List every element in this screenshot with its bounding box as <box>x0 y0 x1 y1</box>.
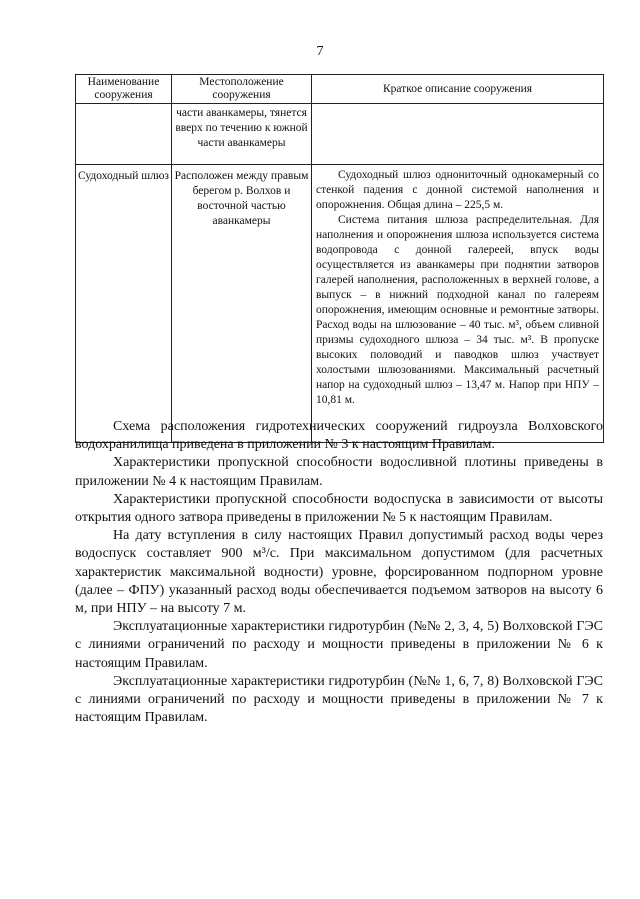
header-structure-location: Местоположение сооружения <box>172 75 312 104</box>
cell-location-lock: Расположен между правым берегом р. Волхов и восточной частью аванкамеры <box>172 165 312 443</box>
header-structure-description: Краткое описание сооружения <box>312 75 604 104</box>
page-number: 7 <box>316 44 324 59</box>
lock-description-paragraph: Система питания шлюза распределительная. Для наполнения и опорожнения шлюза используется система водопровода с донной галереей, впуск воды осуществляется из аванкамеры при поднятии затворов галерей наполнения, расположенных в верхней голове, а выпуск – в нижний подходной канал по галереям опорожнения, имеющим основные и ремонтные затворы. Расход воды на шлюзование – 40 тыс. м³, объем сливной призмы судоходного шлюза – 34 тыс. м³. В пропуске высоких половодий и паводков шлюз участвует холостыми шлюзованиями. Максимальный расчетный напор на судоходный шлюз – 13,47 м. Напор при НПУ – 10,81 м. <box>316 214 599 406</box>
table-row <box>76 165 604 443</box>
cell-name <box>76 104 172 165</box>
lock-description-paragraph: Судоходный шлюз однониточный однокамерный со стенкой падения с донной системой наполнения и опорожнения. Общая длина – 225,5 м. <box>316 169 599 211</box>
structures-table <box>75 74 604 443</box>
body-paragraph: Эксплуатационные характеристики гидротурбин (№№ 1, 6, 7, 8) Волховской ГЭС с линиями ограничений по расходу и мощности приведены в приложении № 7 к настоящим Правилам. <box>75 673 603 726</box>
cell-description <box>312 104 604 165</box>
body-paragraph: Характеристики пропускной способности водоспуска в зависимости от высоты открытия одного затвора приведены в приложении № 5 к настоящим Правилам. <box>75 491 603 526</box>
body-paragraph: Схема расположения гидротехнических сооружений гидроузла Волховского водохранилища приведена в приложении № 3 к настоящим Правилам. <box>75 419 603 453</box>
cell-location: части аванкамеры, тянется вверх по течению к южной части аванкамеры <box>172 104 312 165</box>
body-paragraph: Эксплуатационные характеристики гидротурбин (№№ 2, 3, 4, 5) Волховской ГЭС с линиями ограничений по расходу и мощности приведены в приложении № 6 к настоящим Правилам. <box>75 619 603 671</box>
body-paragraph: На дату вступления в силу настоящих Правил допустимый расход воды через водоспуск составляет 900 м³/с. При максимальном допустимом (для расчетных характеристик максимальной водности) уровне, форсированном подпорном уровне (далее – ФПУ) указанный расход воды обеспечивается подъемом затворов на высоту 6 м, при НПУ – на высоту 7 м. <box>75 528 603 617</box>
table-row <box>76 104 604 165</box>
body-text <box>75 418 603 727</box>
body-paragraph: Характеристики пропускной способности водосливной плотины приведены в приложении № 4 к настоящим Правилам. <box>75 455 603 489</box>
cell-description-lock <box>312 165 604 443</box>
cell-name-lock: Судоходный шлюз <box>76 165 172 443</box>
header-structure-name: Наименование сооружения <box>76 75 172 104</box>
table-header-row <box>76 75 604 104</box>
